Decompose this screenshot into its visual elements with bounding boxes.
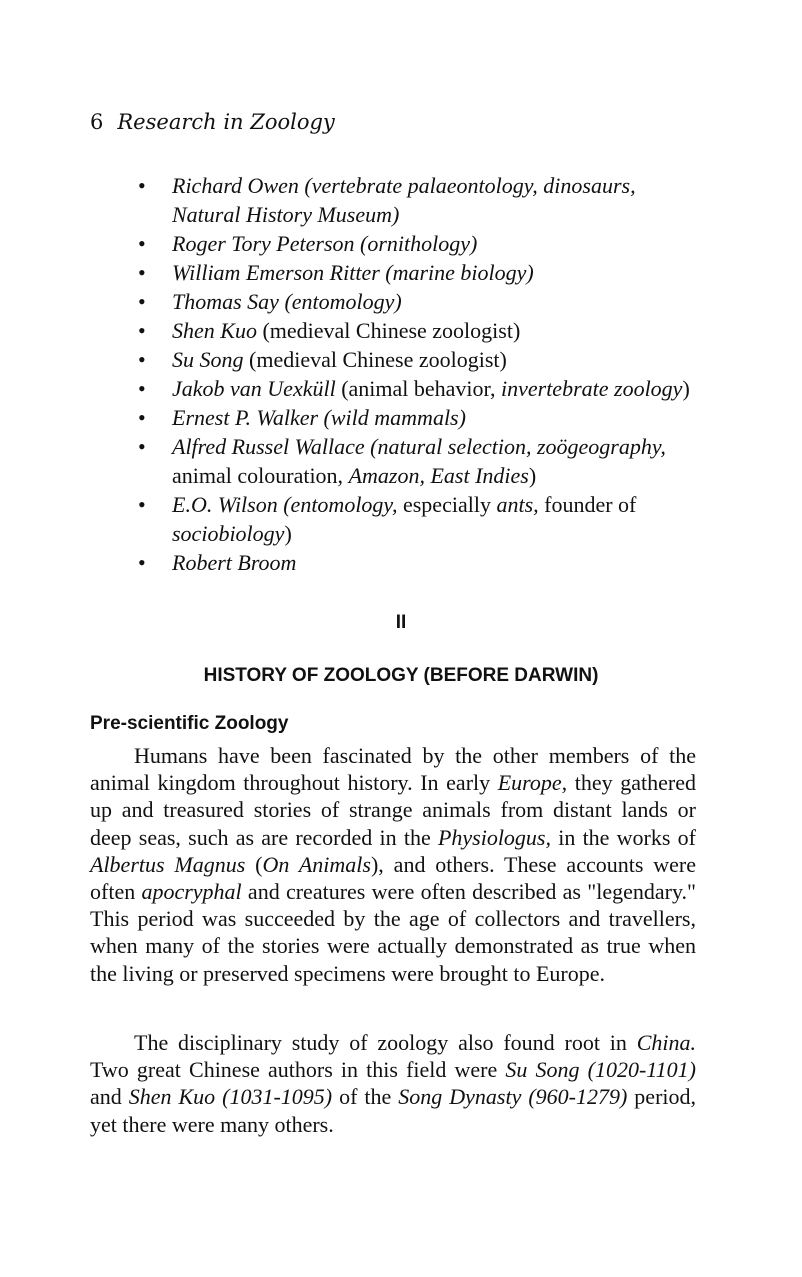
paragraph-text: ), and others. These accounts were often <box>90 851 696 905</box>
item-text: (animal behavior, <box>335 376 501 401</box>
paragraph-text: The disciplinary study of zoology also found root in <box>134 1030 637 1055</box>
list-item <box>138 229 708 258</box>
paragraph-text: and <box>90 1084 129 1110</box>
list-item <box>138 345 708 374</box>
bullet-icon: • <box>138 434 146 459</box>
body-paragraph <box>90 1029 696 1138</box>
item-text: ) <box>284 521 292 546</box>
list-item <box>138 374 708 403</box>
paragraph-text: ( <box>245 851 263 877</box>
list-item <box>138 258 708 287</box>
paragraph-text: Albertus Magnus <box>90 851 246 877</box>
list-item <box>138 403 708 432</box>
item-text: Jakob van Uexküll <box>172 376 336 401</box>
paragraph-text: Shen Kuo (1031-1095) <box>128 1084 333 1110</box>
paragraph-text: Physiologus, <box>437 824 551 850</box>
list-item <box>138 548 708 577</box>
item-text: (medieval Chinese zoologist) <box>256 318 521 343</box>
paragraph-text: and creatures were often described as "legendary." This period was succeeded by the age of collectors and travellers, when many of the stories were actually demonstrated as true when the living or preserved specimens were brought to Europe. <box>90 879 696 986</box>
item-text: founder of <box>538 492 637 517</box>
bullet-icon: • <box>138 318 146 343</box>
item-text: Thomas Say (entomology) <box>172 289 402 314</box>
item-text: Shen Kuo <box>172 318 257 343</box>
paragraph-text: China. <box>636 1030 696 1055</box>
item-text: Su Song <box>172 347 244 372</box>
running-title: Research in Zoology <box>117 110 335 134</box>
item-text: William Emerson Ritter (marine biology) <box>172 260 534 285</box>
paragraph-text: apocryphal <box>141 879 242 905</box>
running-header <box>90 108 335 136</box>
zoologist-list <box>138 171 708 577</box>
item-text: ants, <box>496 492 539 517</box>
paragraph-text: of the <box>332 1084 399 1110</box>
item-text: Alfred Russel Wallace (natural selection, zoögeography, <box>172 434 666 459</box>
paragraph-text: On Animals <box>262 851 371 877</box>
bullet-icon: • <box>138 405 146 430</box>
section-number: II <box>395 612 407 633</box>
item-text: sociobiology <box>172 521 285 546</box>
item-text: ) <box>528 463 537 488</box>
list-item <box>138 316 708 345</box>
paragraph-text: Song Dynasty (960-1279) <box>398 1084 628 1110</box>
item-text: especially <box>397 492 497 517</box>
item-text: Richard Owen (vertebrate palaeontology, dinosaurs, Natural History Museum) <box>172 173 636 227</box>
paragraph-text: they gathered up and treasured stories of strange animals from distant lands or deep seas, such as are recorded in the <box>90 770 696 850</box>
paragraph-text: period, yet there were many others. <box>90 1084 697 1137</box>
list-item <box>138 171 708 229</box>
bullet-icon: • <box>138 173 146 198</box>
item-text: Robert Broom <box>172 550 297 575</box>
item-text: invertebrate zoology <box>500 376 683 401</box>
body-paragraph <box>90 742 696 987</box>
bullet-icon: • <box>138 550 146 575</box>
item-text: Roger Tory Peterson (ornithology) <box>172 231 478 256</box>
paragraph-text: in the works of <box>551 824 696 850</box>
item-text: Amazon, East Indies <box>348 463 529 488</box>
page-number: 6 <box>90 110 104 134</box>
item-text: ) <box>682 376 690 401</box>
list-item <box>138 490 708 548</box>
list-item <box>138 432 708 490</box>
bullet-icon: • <box>138 347 146 372</box>
list-item <box>138 287 708 316</box>
paragraph-text: Europe, <box>497 770 568 796</box>
paragraph-text: Two great Chinese authors in this field were <box>90 1057 506 1083</box>
bullet-icon: • <box>138 376 146 401</box>
item-text: animal colouration, <box>172 463 349 488</box>
item-text: E.O. Wilson (entomology, <box>172 492 398 517</box>
paragraph-text: Su Song (1020-1101) <box>505 1057 696 1083</box>
bullet-icon: • <box>138 289 146 314</box>
subsection-heading: Pre-scientific Zoology <box>90 713 289 734</box>
paragraph-text: Humans have been fascinated by the other members of the animal kingdom throughout history. In early <box>90 743 696 796</box>
bullet-icon: • <box>138 260 146 285</box>
section-title: HISTORY OF ZOOLOGY (BEFORE DARWIN) <box>203 665 599 686</box>
bullet-icon: • <box>138 492 146 517</box>
bullet-icon: • <box>138 231 146 256</box>
item-text: Ernest P. Walker (wild mammals) <box>172 405 466 430</box>
item-text: (medieval Chinese zoologist) <box>243 347 507 372</box>
